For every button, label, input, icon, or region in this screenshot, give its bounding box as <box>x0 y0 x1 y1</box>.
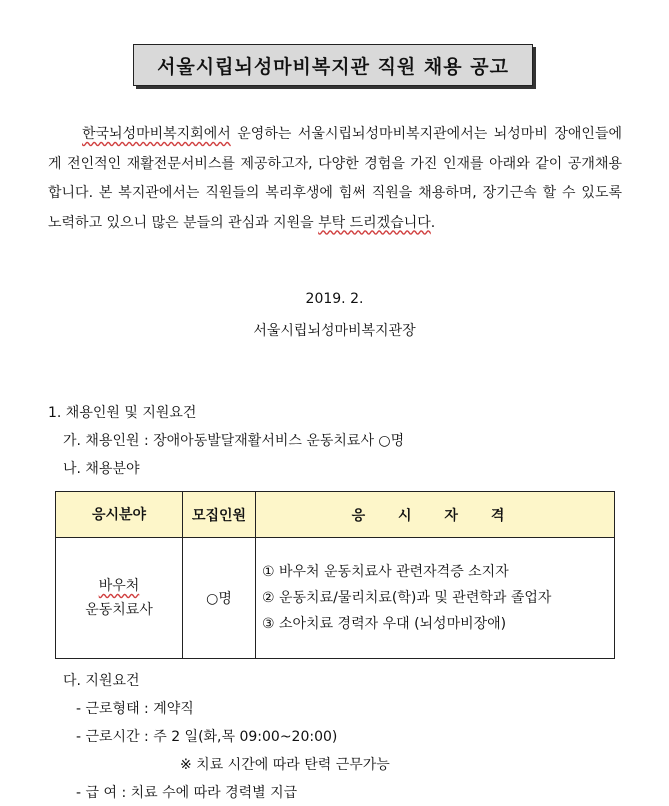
field-line2: 운동치료사 <box>85 602 153 618</box>
field-line1: 바우처 <box>98 578 140 594</box>
page-title: 서울시립뇌성마비복지관 직원 채용 공고 <box>133 44 533 86</box>
intro-paragraph: 한국뇌성마비복지회에서 운영하는 서울시립뇌성마비복지관에서는 뇌성마비 장애인들에게 전인적인 재활전문서비스를 제공하고자, 다양한 경험을 가진 인재를 아래와 같이 공개채용 합니다. 본 복지관에서는 직원들의 복리후생에 힘써 직원을 채용하며, 장기근속 할 수 있도록 노력하고 있으니 많은 분들의 관심과 지원을 부탁 드리겠습니다. <box>48 126 622 231</box>
qualification-cell <box>256 538 615 659</box>
recruit-field-heading: 나. 채용분야 <box>63 461 140 477</box>
qualification-item: ③ 소아치료 경력자 우대 (뇌성마비장애) <box>262 616 507 632</box>
signer: 서울시립뇌성마비복지관장 <box>253 323 416 339</box>
field-cell <box>56 538 183 659</box>
requirement-note: ※ 치료 시간에 따라 탄력 근무가능 <box>180 757 390 773</box>
header-qualification: 응 시 자 격 <box>256 492 615 538</box>
requirement-item: - 근로형태 : 계약직 <box>76 701 194 717</box>
header-field: 응시분야 <box>56 492 183 538</box>
recruit-count: 가. 채용인원 : 장애아동발달재활서비스 운동치료사 ○명 <box>63 433 405 449</box>
count-cell: ○명 <box>183 538 256 659</box>
org-name: 한국뇌성마비복지회에서 <box>82 126 231 142</box>
requirements-heading: 다. 지원요건 <box>63 673 140 689</box>
section-heading: 1. 채용인원 및 지원요건 <box>48 405 197 421</box>
requirement-item: - 근로시간 : 주 2 일(화,목 09:00~20:00) <box>76 729 338 745</box>
requirement-item: - 급 여 : 치료 수에 따라 경력별 지급 <box>76 785 298 801</box>
qualification-item: ② 운동치료/물리치료(학)과 및 관련학과 졸업자 <box>262 590 552 606</box>
table-row <box>56 538 615 659</box>
closing-phrase: 부탁 드리겠습니다 <box>318 214 431 231</box>
qualification-item: ① 바우처 운동치료사 관련자격증 소지자 <box>262 564 509 580</box>
notice-date: 2019. 2. <box>305 291 364 307</box>
recruit-table <box>55 491 615 659</box>
header-count: 모집인원 <box>183 492 256 538</box>
